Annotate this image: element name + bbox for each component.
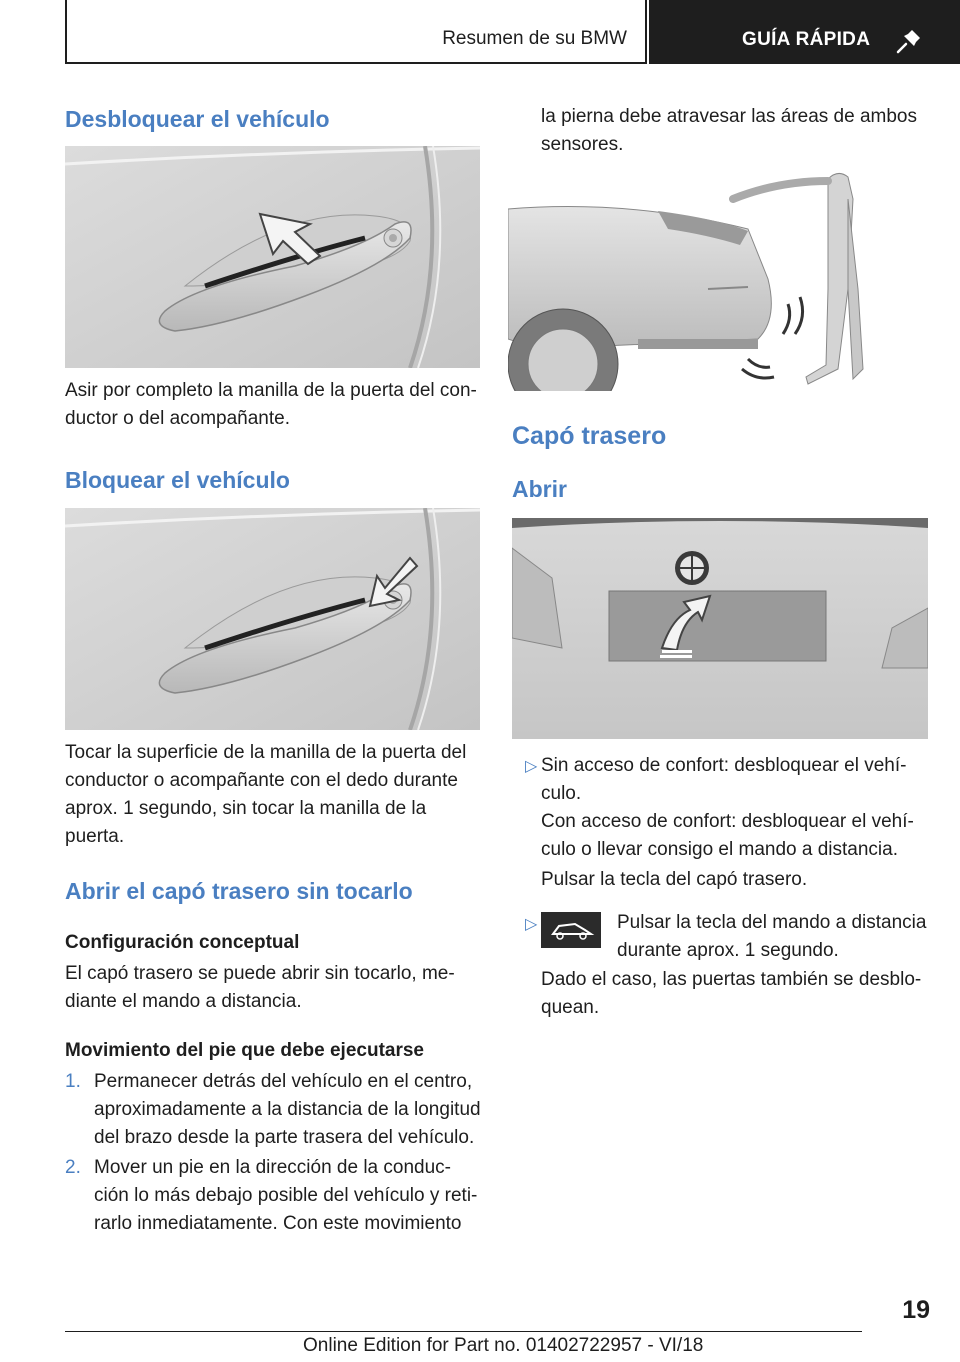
step-text: Mover un pie en la dirección de la conduc- ción lo más debajo posible del vehículo y reti- rarlo inmediatamente. Con este movimiento xyxy=(94,1157,478,1234)
bullet-subtext: Dado el caso, las puertas también se desblo- quean. xyxy=(541,969,922,1018)
heading-capo-trasero: Capó trasero xyxy=(512,422,667,450)
bullet-marker: ▷ xyxy=(525,916,538,933)
bullet-subtext: Pulsar la tecla del capó trasero. xyxy=(541,869,808,890)
trunk-key-button xyxy=(541,912,601,948)
bullet-text: Pulsar la tecla del mando a distancia durante aprox. 1 segundo. xyxy=(617,912,927,961)
trunk-opening-figure xyxy=(512,518,928,739)
para-lock: Tocar la superficie de la manilla de la puerta del conductor o acompañante con el dedo durante aprox. 1 segundo, sin tocar la manilla de la puerta. xyxy=(65,742,467,847)
para-config: El capó trasero se puede abrir sin tocarlo, me- diante el mando a distancia. xyxy=(65,963,455,1012)
door-handle-unlock-figure xyxy=(65,146,480,368)
page-number: 19 xyxy=(902,1296,930,1324)
footer-edition: Online Edition for Part no. 01402722957 - VI/18 xyxy=(303,1335,704,1356)
heading-desbloquear: Desbloquear el vehículo xyxy=(65,106,330,132)
subheading-movimiento: Movimiento del pie que debe ejecutarse xyxy=(65,1040,424,1061)
footer-divider xyxy=(65,1331,862,1332)
header-section-title: Resumen de su BMW xyxy=(442,28,627,49)
header-tab[interactable] xyxy=(649,0,960,64)
heading-abrir-capo-sin-tocarlo: Abrir el capó trasero sin tocarlo xyxy=(65,878,413,904)
step-number: 1. xyxy=(65,1071,81,1092)
para-continued: la pierna debe atravesar las áreas de ambos sensores. xyxy=(541,106,918,155)
foot-gesture-figure xyxy=(508,169,924,391)
pushpin-icon xyxy=(892,24,926,58)
door-handle-lock-figure xyxy=(65,508,480,730)
header-tab-label: GUÍA RÁPIDA xyxy=(742,29,871,50)
bullet-text: Sin acceso de confort: desbloquear el vehí- culo. xyxy=(541,755,907,804)
heading-abrir: Abrir xyxy=(512,476,567,502)
car-trunk-icon xyxy=(541,912,601,948)
step-text: Permanecer detrás del vehículo en el centro, aproximadamente a la distancia de la longitud del brazo desde la parte trasera del vehículo. xyxy=(94,1071,481,1148)
bullet-subtext: Con acceso de confort: desbloquear el vehí- culo o llevar consigo el mando a distancia. xyxy=(541,811,914,860)
bullet-marker: ▷ xyxy=(525,758,538,775)
para-unlock: Asir por completo la manilla de la puerta del con- ductor o del acompañante. xyxy=(65,380,477,429)
header-section-box xyxy=(65,0,647,64)
step-number: 2. xyxy=(65,1157,81,1178)
subheading-configuracion: Configuración conceptual xyxy=(65,932,300,953)
heading-bloquear: Bloquear el vehículo xyxy=(65,467,290,493)
